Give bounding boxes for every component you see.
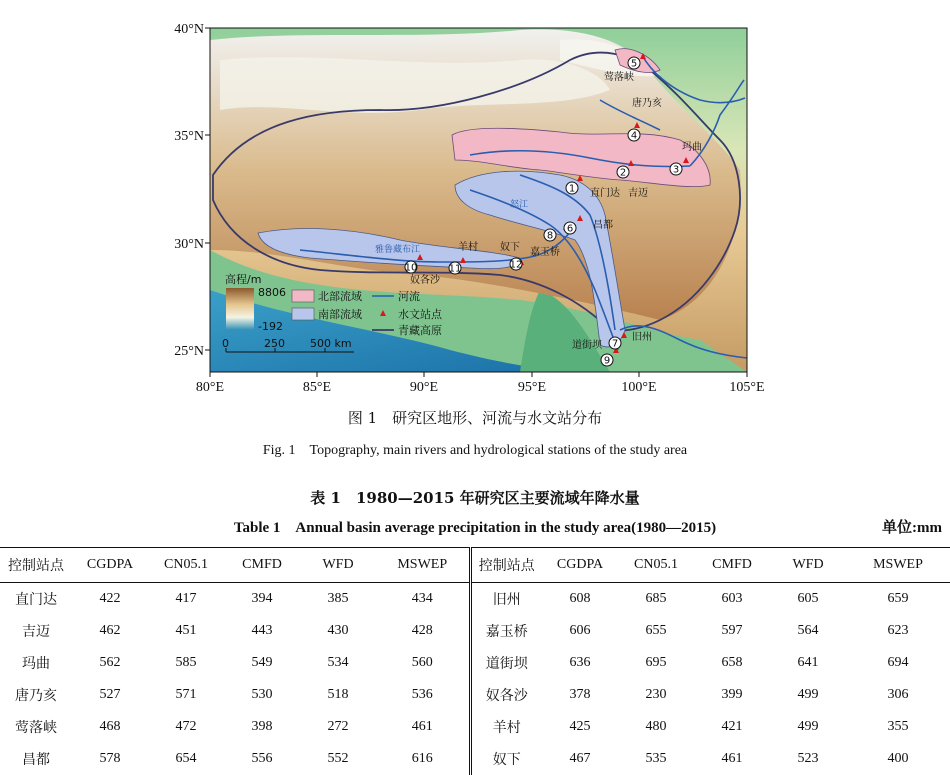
lat-label: 40°N bbox=[174, 22, 204, 37]
legend-elev-low: -192 bbox=[258, 320, 283, 333]
value-cell: 428 bbox=[376, 615, 470, 647]
legend-station: 水文站点 bbox=[398, 308, 442, 321]
col-header: CMFD bbox=[712, 557, 752, 572]
station-num: 5 bbox=[630, 58, 638, 70]
station-name: 奴各沙 bbox=[410, 275, 440, 286]
col-header: CGDPA bbox=[86, 557, 134, 572]
value-cell: 518 bbox=[327, 687, 349, 702]
value-cell: 605 bbox=[797, 591, 819, 606]
station-name: 莺落峡 bbox=[604, 72, 634, 83]
legend-elev-high: 8806 bbox=[258, 286, 286, 299]
col-header: CN05.1 bbox=[164, 557, 208, 572]
value-cell: 394 bbox=[251, 591, 273, 606]
value-cell: 462 bbox=[99, 623, 121, 638]
table-row bbox=[0, 583, 950, 616]
value-cell: 685 bbox=[645, 591, 667, 606]
station-cell: 羊村 bbox=[492, 721, 521, 736]
value-cell: 422 bbox=[99, 591, 121, 606]
value-cell: 398 bbox=[251, 719, 273, 734]
station-name: 旧州 bbox=[632, 332, 652, 343]
value-cell: 385 bbox=[327, 591, 349, 606]
value-cell: 430 bbox=[327, 623, 349, 638]
station-num: 8 bbox=[546, 230, 554, 242]
col-header: MSWEP bbox=[376, 548, 470, 583]
station-name: 昌都 bbox=[593, 220, 613, 231]
table-row bbox=[0, 615, 950, 647]
value-cell: 552 bbox=[327, 751, 349, 766]
station-cell: 奴各沙 bbox=[485, 689, 528, 704]
station-name: 奴下 bbox=[500, 242, 520, 253]
station-cell: 奴下 bbox=[492, 753, 521, 768]
station-num: 11 bbox=[448, 263, 462, 275]
station-name: 吉迈 bbox=[628, 188, 648, 199]
table-row bbox=[0, 679, 950, 711]
station-num: 3 bbox=[672, 164, 680, 176]
station-num: 1 bbox=[568, 183, 576, 195]
col-header: CMFD bbox=[242, 557, 282, 572]
value-cell: 603 bbox=[721, 591, 743, 606]
station-cell: 莺落峡 bbox=[15, 721, 57, 736]
river-label-yarlung: 雅鲁藏布江 bbox=[375, 245, 421, 255]
value-cell: 499 bbox=[797, 687, 819, 702]
river-label-nu: 怒江 bbox=[510, 200, 529, 210]
value-cell: 655 bbox=[645, 623, 667, 638]
col-header: 控制站点 bbox=[478, 559, 535, 574]
lon-label: 85°E bbox=[302, 380, 332, 395]
station-name: 唐乃亥 bbox=[632, 98, 662, 109]
value-cell: 467 bbox=[569, 751, 591, 766]
value-cell: 272 bbox=[327, 719, 349, 734]
value-cell: 480 bbox=[645, 719, 667, 734]
table-row bbox=[0, 647, 950, 679]
col-header: WFD bbox=[322, 557, 354, 572]
value-cell: 556 bbox=[251, 751, 273, 766]
value-cell: 659 bbox=[887, 591, 909, 606]
station-num: 12 bbox=[509, 259, 523, 271]
table-caption-zh: 表 1 1980—2015 年研究区主要流域年降水量 bbox=[310, 489, 640, 507]
scale-500: 500 km bbox=[310, 337, 352, 350]
value-cell: 536 bbox=[376, 679, 470, 711]
legend-river: 河流 bbox=[398, 290, 420, 303]
value-cell: 616 bbox=[376, 743, 470, 775]
legend-south-basin: 南部流域 bbox=[318, 308, 362, 321]
legend-boundary: 青藏高原 bbox=[398, 324, 442, 337]
station-cell: 玛曲 bbox=[22, 657, 50, 672]
col-header: WFD bbox=[792, 557, 824, 572]
lon-axis bbox=[196, 372, 765, 395]
value-cell: 535 bbox=[645, 751, 667, 766]
value-cell: 534 bbox=[327, 655, 349, 670]
lat-label: 35°N bbox=[174, 129, 204, 144]
value-cell: 499 bbox=[797, 719, 819, 734]
value-cell: 623 bbox=[887, 623, 909, 638]
station-cell: 直门达 bbox=[15, 593, 57, 608]
lon-label: 95°E bbox=[517, 380, 547, 395]
station-name: 嘉玉桥 bbox=[530, 247, 560, 258]
value-cell: 636 bbox=[569, 655, 591, 670]
value-cell: 421 bbox=[721, 719, 743, 734]
value-cell: 461 bbox=[721, 751, 743, 766]
lat-label: 30°N bbox=[174, 237, 204, 252]
station-name: 道街坝 bbox=[572, 340, 602, 351]
lat-label: 25°N bbox=[174, 344, 204, 359]
col-header: CGDPA bbox=[556, 557, 604, 572]
value-cell: 562 bbox=[99, 655, 121, 670]
lon-label: 105°E bbox=[729, 380, 765, 395]
station-name: 羊村 bbox=[458, 242, 478, 253]
figure-caption-zh: 图 1 研究区地形、河流与水文站分布 bbox=[347, 409, 603, 427]
station-num: 7 bbox=[611, 338, 619, 350]
lon-label: 80°E bbox=[195, 380, 225, 395]
value-cell: 355 bbox=[887, 719, 909, 734]
table-header-row bbox=[0, 548, 950, 583]
value-cell: 695 bbox=[645, 655, 667, 670]
value-cell: 451 bbox=[175, 623, 197, 638]
value-cell: 585 bbox=[175, 655, 197, 670]
table-caption-en: Table 1 Annual basin average precipitation in the study area(1980—2015) bbox=[233, 520, 717, 536]
value-cell: 606 bbox=[569, 623, 591, 638]
value-cell: 641 bbox=[797, 655, 819, 670]
station-num: 6 bbox=[566, 223, 574, 235]
station-num: 4 bbox=[630, 130, 638, 142]
value-cell: 378 bbox=[569, 687, 591, 702]
value-cell: 530 bbox=[251, 687, 273, 702]
table-row bbox=[0, 711, 950, 743]
station-num: 2 bbox=[619, 167, 627, 179]
value-cell: 523 bbox=[797, 751, 819, 766]
value-cell: 658 bbox=[721, 655, 743, 670]
value-cell: 597 bbox=[721, 623, 743, 638]
lon-label: 100°E bbox=[621, 380, 657, 395]
value-cell: 578 bbox=[99, 751, 121, 766]
station-num: 10 bbox=[404, 262, 418, 274]
lon-label: 90°E bbox=[409, 380, 439, 395]
value-cell: 399 bbox=[721, 687, 743, 702]
station-cell: 旧州 bbox=[492, 593, 521, 608]
table-unit: 单位:mm bbox=[882, 520, 942, 536]
value-cell: 443 bbox=[251, 623, 273, 638]
value-cell: 571 bbox=[175, 687, 197, 702]
table-row bbox=[0, 743, 950, 775]
station-name: 玛曲 bbox=[682, 142, 702, 153]
station-num: 9 bbox=[603, 355, 611, 367]
col-header: MSWEP bbox=[873, 557, 923, 572]
station-cell: 吉迈 bbox=[22, 625, 50, 640]
figure-caption-en: Fig. 1 Topography, main rivers and hydrological stations of the study area bbox=[262, 443, 688, 458]
value-cell: 549 bbox=[251, 655, 273, 670]
legend-north-basin: 北部流域 bbox=[318, 290, 362, 303]
value-cell: 306 bbox=[887, 687, 909, 702]
station-cell: 昌都 bbox=[22, 753, 50, 768]
station-name: 直门达 bbox=[590, 188, 620, 199]
value-cell: 527 bbox=[99, 687, 121, 702]
value-cell: 434 bbox=[376, 583, 470, 616]
value-cell: 230 bbox=[645, 687, 667, 702]
col-header: 控制站点 bbox=[8, 559, 64, 574]
value-cell: 560 bbox=[376, 647, 470, 679]
col-header: CN05.1 bbox=[634, 557, 678, 572]
value-cell: 400 bbox=[887, 751, 909, 766]
value-cell: 425 bbox=[569, 719, 591, 734]
scale-250: 250 bbox=[264, 337, 285, 350]
station-cell: 嘉玉桥 bbox=[485, 625, 528, 640]
value-cell: 461 bbox=[376, 711, 470, 743]
precipitation-table bbox=[0, 547, 950, 775]
scale-0: 0 bbox=[222, 337, 229, 350]
station-cell: 道街坝 bbox=[485, 657, 528, 672]
station-cell: 唐乃亥 bbox=[15, 689, 57, 704]
value-cell: 694 bbox=[887, 655, 909, 670]
value-cell: 564 bbox=[797, 623, 819, 638]
legend-elev-title: 高程/m bbox=[225, 273, 262, 286]
value-cell: 608 bbox=[569, 591, 591, 606]
lat-axis bbox=[174, 22, 210, 359]
value-cell: 472 bbox=[175, 719, 197, 734]
value-cell: 417 bbox=[175, 591, 197, 606]
value-cell: 654 bbox=[175, 751, 197, 766]
value-cell: 468 bbox=[99, 719, 121, 734]
